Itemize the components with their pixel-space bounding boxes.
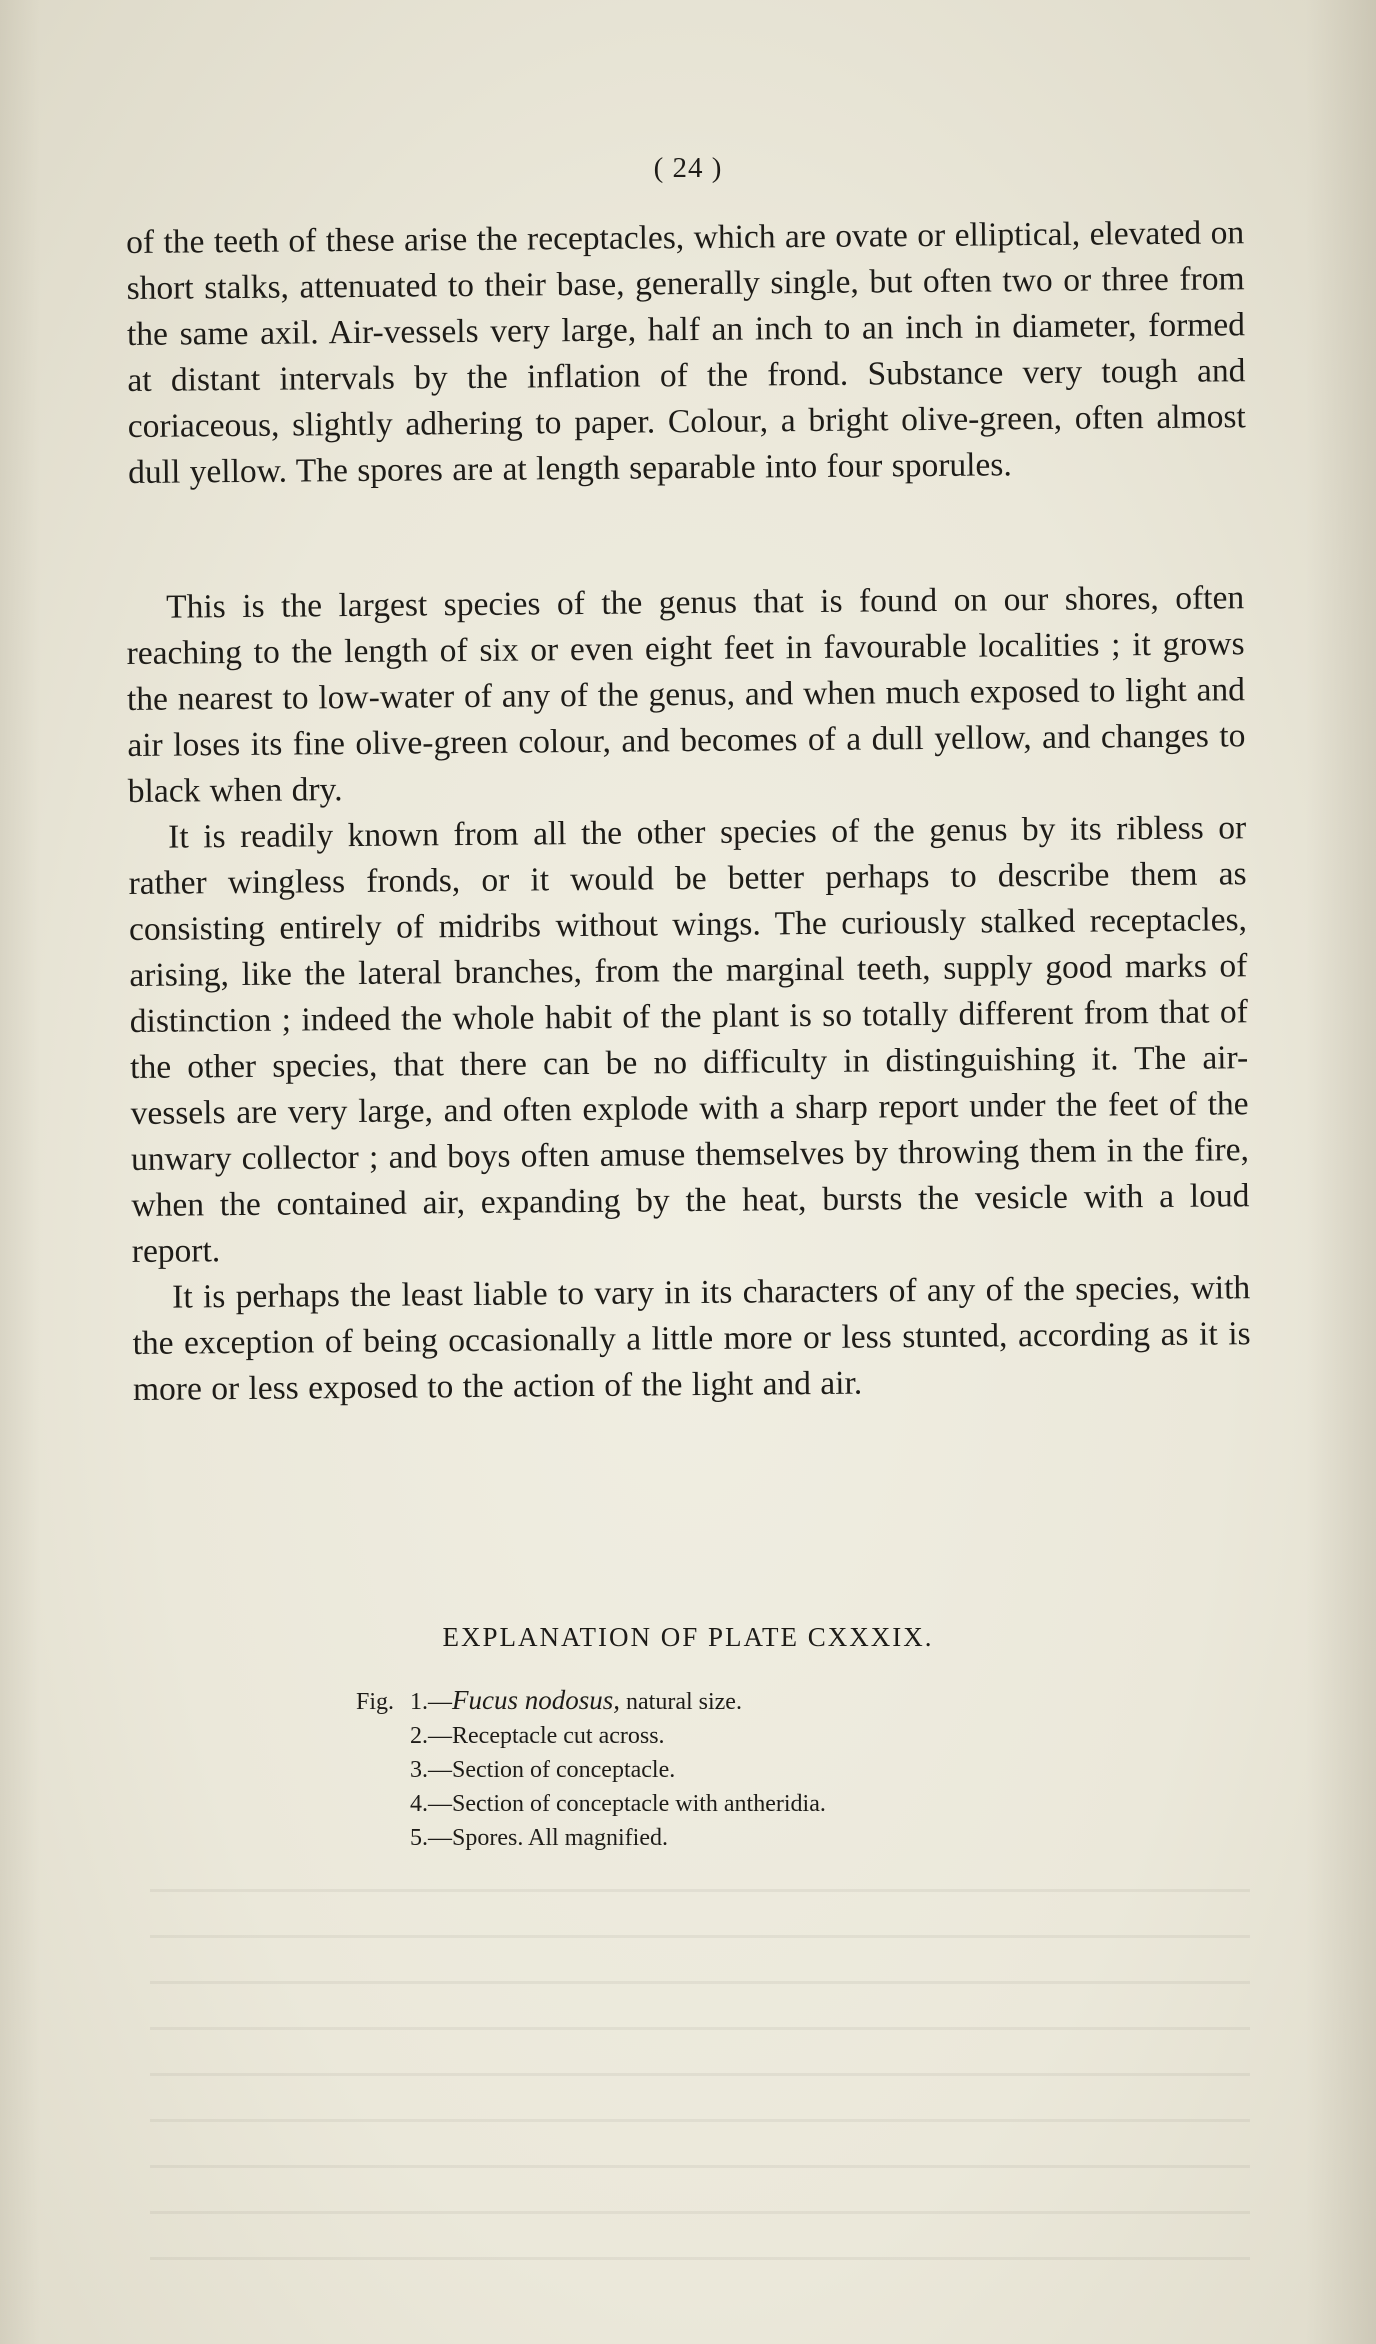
plate-explanation-heading: EXPLANATION OF PLATE CXXXIX.	[442, 1622, 934, 1652]
figure-1-entry	[356, 1683, 1056, 1719]
page-edge-shadow-left	[0, 0, 40, 2344]
page-edge-shadow-right	[1306, 0, 1376, 2344]
figure-4-entry: 4.—Section of conceptacle with antheridia.	[410, 1791, 826, 1817]
discussion-paragraph-2: It is readily known from all the other species of the genus by its ribless or rather wingless fronds, or it would be better perhaps to describe them as consisting entirely of midribs without wings. The curiously stalked receptacles, arising, like the lateral branches, from the marginal teeth, supply good marks of distinction ; indeed the whole habit of the plant is so totally different from that of the other species, that there can be no difficulty in distinguishing it. The air-vessels are very large, and often explode with a sharp report under the feet of the unwary collector ; and boys often amuse themselves by throwing them in the fire, when the contained air, expanding by the heat, bursts the vesicle with a loud report.	[128, 809, 1250, 1270]
reverse-side-bleed-through	[150, 1880, 1250, 2260]
figure-5-entry: 5.—Spores. All magnified.	[410, 1825, 668, 1851]
discussion-paragraph-3: It is perhaps the least liable to vary in its characters of any of the species, with the exception of being occasionally a little more or less stunted, according as it is more or less exposed to the action of the light and air.	[132, 1269, 1251, 1408]
figure-3-entry: 3.—Section of conceptacle.	[410, 1757, 676, 1783]
figure-2-entry: 2.—Receptacle cut across.	[410, 1723, 665, 1749]
figure-list	[356, 1683, 1056, 1855]
opening-paragraph: of the teeth of these arise the receptacles, which are ovate or elliptical, elevated on short stalks, attenuated to their base, generally single, but often two or three from the same axil. Air-vessels very large, half an inch to an inch in diameter, formed at distant intervals by the inflation of the frond. Substance very tough and coriaceous, slightly adhering to paper. Colour, a bright olive-green, often almost dull yellow. The spores are at length separable into four sporules.	[126, 214, 1246, 491]
figure-1-species-name: Fucus nodosus,	[452, 1685, 620, 1715]
page-number: ( 24 )	[653, 152, 723, 184]
description-continuation	[126, 210, 1246, 496]
figure-prefix: Fig.	[356, 1689, 395, 1715]
discussion-section	[126, 575, 1251, 1413]
figure-1-number: 1.—	[410, 1689, 452, 1715]
discussion-paragraph-1: This is the largest species of the genus that is found on our shores, often reaching to the length of six or even eight feet in favourable localities ; it grows the nearest to low-water of any of the genus, and when much exposed to light and air loses its fine olive-green colour, and becomes of a dull yellow, and changes to black when dry.	[126, 579, 1246, 810]
figure-1-caption: natural size.	[620, 1689, 742, 1715]
